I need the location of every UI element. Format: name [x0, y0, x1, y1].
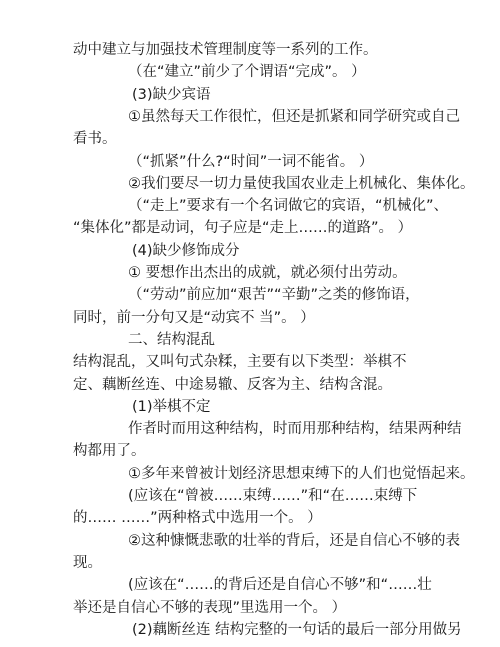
subsection-heading: (2)藕断丝连 结构完整的一句话的最后一部分用做另 [132, 621, 462, 638]
subsection-heading: (1)举棋不定 [132, 398, 211, 415]
text-line: 作者时而用这种结构，时而用那种结构，结果两种结 [128, 421, 462, 438]
note-line: （“抓紧”什么?“时间”一词不能省。 ） [128, 153, 374, 170]
text-line: 结构混乱，又叫句式杂糅，主要有以下类型：举棋不 [73, 354, 407, 371]
section-heading: 二、结构混乱 [128, 331, 215, 348]
text-line: 动中建立与加强技术管理制度等一系列的工作。 [73, 42, 378, 58]
note-line: （“走上”要求有一个名词做它的宾语，“机械化”、 [128, 198, 449, 215]
subsection-heading: (4)缺少修饰成分 [132, 242, 240, 259]
note-line: 同时，前一分句又是“动宾不 当”。 ） [73, 309, 315, 326]
note-line: “集体化”都是动词，句子应是“走上……的道路”。 ） [73, 220, 413, 237]
subsection-heading: (3)缺少宾语 [132, 86, 211, 103]
note-line: 的…… ……”两种格式中选用一个。 ） [73, 510, 322, 527]
text-line: 定、藕断丝连、中途易辙、反客为主、结构含混。 [73, 376, 392, 393]
example-line: ②这种慷慨悲歌的壮举的背后，还是自信心不够的表 [128, 532, 460, 549]
note-line: (应该在“……的背后还是自信心不够”和“……壮 [128, 577, 432, 594]
text-line: 构都用了。 [73, 443, 146, 460]
note-line: （“劳动”前应加“艰苦”“辛勤”之类的修饰语， [128, 287, 420, 304]
note-line: 举还是自信心不够的表现”里选用一个。 ） [73, 599, 347, 616]
example-line: ①虽然每天工作很忙，但还是抓紧和同学研究或自己 [128, 108, 460, 125]
text-line: 现。 [73, 554, 102, 571]
example-line: ① 要想作出杰出的成就，就必须付出劳动。 [128, 265, 407, 281]
note-line: (应该在“曾被……束缚……”和“在……束缚下 [128, 488, 418, 504]
example-line: ②我们要尽一切力量使我国农业走上机械化、集体化。 [128, 175, 475, 192]
note-line: （在“建立”前少了个谓语“完成”。 ） [128, 64, 366, 81]
text-line: 看书。 [73, 131, 117, 148]
example-line: ①多年来曾被计划经济思想束缚下的人们也觉悟起来。 [128, 465, 475, 482]
